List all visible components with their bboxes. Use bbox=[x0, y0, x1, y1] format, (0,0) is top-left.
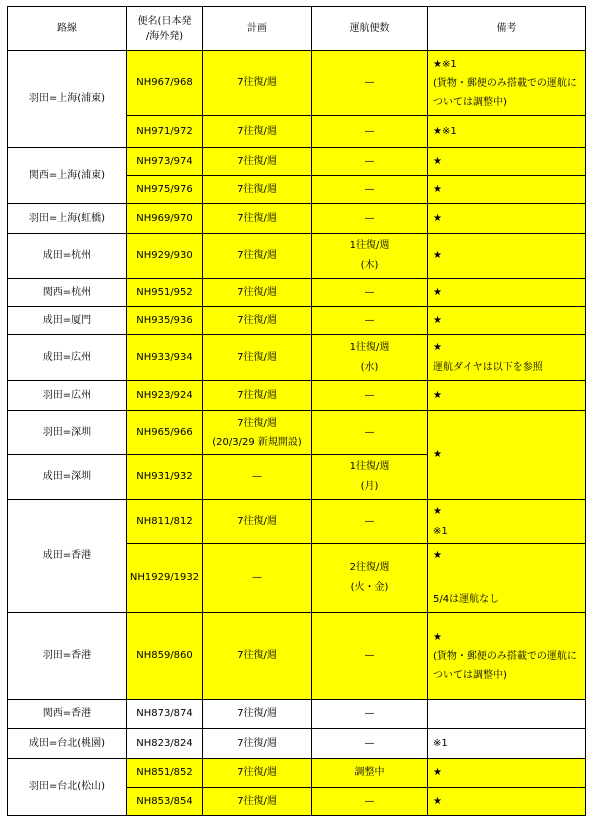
flight-cell: NH929/930 bbox=[127, 234, 203, 279]
remarks-cell: ★ bbox=[428, 411, 586, 500]
route-cell: 関西=香港 bbox=[8, 700, 127, 729]
route-cell: 成田=広州 bbox=[8, 335, 127, 381]
remarks-line: ★ bbox=[433, 341, 442, 353]
operation-cell bbox=[312, 234, 428, 279]
remarks-line: ★※1 bbox=[433, 58, 457, 70]
table-row bbox=[8, 148, 586, 176]
route-cell: 関西=上海(浦東) bbox=[8, 148, 127, 204]
header-flight-line2: /海外発) bbox=[145, 30, 184, 42]
plan-cell: 7往復/週 bbox=[203, 613, 312, 700]
plan-cell: — bbox=[203, 544, 312, 613]
flight-cell: NH823/824 bbox=[127, 729, 203, 759]
remarks-line: ★ bbox=[433, 550, 442, 561]
route-cell: 成田=台北(桃園) bbox=[8, 729, 127, 759]
remarks-cell bbox=[428, 700, 586, 729]
flight-cell: NH969/970 bbox=[127, 204, 203, 234]
remarks-cell: ★ bbox=[428, 759, 586, 788]
remarks-line: ついては調整中) bbox=[433, 96, 507, 108]
remarks-cell: ※1 bbox=[428, 729, 586, 759]
operation-cell: — bbox=[312, 307, 428, 335]
operation-line: (木) bbox=[360, 260, 379, 271]
table-row bbox=[8, 500, 586, 544]
operation-cell: — bbox=[312, 613, 428, 700]
remarks-cell bbox=[428, 544, 586, 613]
plan-cell: 7往復/週 bbox=[203, 148, 312, 176]
operation-cell bbox=[312, 455, 428, 500]
route-cell: 羽田=深圳 bbox=[8, 411, 127, 455]
remarks-line: ついては調整中) bbox=[433, 669, 507, 681]
operation-line: 2往復/週 bbox=[349, 562, 390, 573]
flight-cell: NH1929/1932 bbox=[127, 544, 203, 613]
remarks-cell bbox=[428, 51, 586, 116]
remarks-cell: ★ bbox=[428, 788, 586, 816]
remarks-line: (貨物・郵便のみ搭載での運航に bbox=[433, 77, 577, 89]
remarks-cell: ★※1 bbox=[428, 116, 586, 148]
flight-cell: NH811/812 bbox=[127, 500, 203, 544]
table-row bbox=[8, 700, 586, 729]
operation-cell: — bbox=[312, 381, 428, 411]
remarks-line: ※1 bbox=[433, 525, 448, 537]
route-cell: 羽田=香港 bbox=[8, 613, 127, 700]
remarks-cell: ★ bbox=[428, 176, 586, 204]
route-cell: 関西=杭州 bbox=[8, 279, 127, 307]
table-row bbox=[8, 759, 586, 788]
operation-line: (月) bbox=[360, 481, 379, 492]
header-route: 路線 bbox=[8, 7, 127, 51]
operation-line: (火・金) bbox=[350, 582, 389, 593]
plan-cell: 7往復/週 bbox=[203, 204, 312, 234]
flight-cell: NH873/874 bbox=[127, 700, 203, 729]
operation-cell: — bbox=[312, 204, 428, 234]
table-row bbox=[8, 411, 586, 455]
flight-cell: NH935/936 bbox=[127, 307, 203, 335]
table-row bbox=[8, 381, 586, 411]
flight-cell: NH967/968 bbox=[127, 51, 203, 116]
plan-cell: 7往復/週 bbox=[203, 759, 312, 788]
plan-cell: 7往復/週 bbox=[203, 500, 312, 544]
operation-line: 1往復/週 bbox=[349, 461, 390, 472]
table-row bbox=[8, 335, 586, 381]
plan-cell: 7往復/週 bbox=[203, 176, 312, 204]
route-cell: 成田=香港 bbox=[8, 500, 127, 613]
remarks-cell: ★ bbox=[428, 204, 586, 234]
remarks-line: ★ bbox=[433, 631, 442, 643]
table-row bbox=[8, 204, 586, 234]
remarks-cell: ★ bbox=[428, 307, 586, 335]
operation-cell: — bbox=[312, 176, 428, 204]
route-cell: 羽田=広州 bbox=[8, 381, 127, 411]
remarks-line: ★ bbox=[433, 505, 442, 517]
remarks-line: 運航ダイヤは以下を参照 bbox=[433, 361, 543, 373]
plan-cell: 7往復/週 bbox=[203, 381, 312, 411]
operation-cell: — bbox=[312, 729, 428, 759]
operation-cell: — bbox=[312, 148, 428, 176]
operation-cell bbox=[312, 544, 428, 613]
plan-cell: 7往復/週 bbox=[203, 116, 312, 148]
operation-cell: — bbox=[312, 279, 428, 307]
operation-line: 1往復/週 bbox=[349, 240, 390, 251]
remarks-cell: ★ bbox=[428, 279, 586, 307]
remarks-cell bbox=[428, 335, 586, 381]
plan-cell: 7往復/週 bbox=[203, 788, 312, 816]
flight-cell: NH931/932 bbox=[127, 455, 203, 500]
remarks-cell: ★ bbox=[428, 234, 586, 279]
route-cell: 成田=厦門 bbox=[8, 307, 127, 335]
flight-cell: NH851/852 bbox=[127, 759, 203, 788]
plan-line: (20/3/29 新規開設) bbox=[212, 436, 302, 448]
operation-line: 1往復/週 bbox=[349, 341, 390, 353]
flight-schedule bbox=[7, 6, 586, 816]
plan-cell: 7往復/週 bbox=[203, 307, 312, 335]
header-flight bbox=[127, 7, 203, 51]
flight-cell: NH971/972 bbox=[127, 116, 203, 148]
remarks-cell: ★ bbox=[428, 148, 586, 176]
route-cell: 成田=杭州 bbox=[8, 234, 127, 279]
table-row bbox=[8, 51, 586, 116]
plan-cell: 7往復/週 bbox=[203, 700, 312, 729]
operation-cell: 調整中 bbox=[312, 759, 428, 788]
header-flight-line1: 便名(日本発 bbox=[137, 15, 192, 27]
operation-cell: — bbox=[312, 788, 428, 816]
flight-cell: NH853/854 bbox=[127, 788, 203, 816]
flight-cell: NH973/974 bbox=[127, 148, 203, 176]
flight-cell: NH951/952 bbox=[127, 279, 203, 307]
flight-cell: NH965/966 bbox=[127, 411, 203, 455]
flight-cell: NH933/934 bbox=[127, 335, 203, 381]
remarks-cell bbox=[428, 500, 586, 544]
plan-cell: 7往復/週 bbox=[203, 279, 312, 307]
schedule-table bbox=[7, 6, 586, 816]
operation-cell bbox=[312, 335, 428, 381]
table-row bbox=[8, 279, 586, 307]
plan-cell: — bbox=[203, 455, 312, 500]
table-row bbox=[8, 613, 586, 700]
plan-cell: 7往復/週 bbox=[203, 51, 312, 116]
plan-cell: 7往復/週 bbox=[203, 729, 312, 759]
operation-cell: — bbox=[312, 700, 428, 729]
operation-cell: — bbox=[312, 411, 428, 455]
header-operation: 運航便数 bbox=[312, 7, 428, 51]
flight-cell: NH923/924 bbox=[127, 381, 203, 411]
operation-cell: — bbox=[312, 500, 428, 544]
flight-cell: NH859/860 bbox=[127, 613, 203, 700]
remarks-cell: ★ bbox=[428, 381, 586, 411]
flight-cell: NH975/976 bbox=[127, 176, 203, 204]
plan-cell: 7往復/週 bbox=[203, 234, 312, 279]
remarks-line: 5/4は運航なし bbox=[433, 594, 500, 605]
header-plan: 計画 bbox=[203, 7, 312, 51]
table-row bbox=[8, 729, 586, 759]
plan-cell bbox=[203, 411, 312, 455]
table-row bbox=[8, 307, 586, 335]
header-remarks: 備考 bbox=[428, 7, 586, 51]
operation-cell: — bbox=[312, 116, 428, 148]
remarks-cell bbox=[428, 613, 586, 700]
route-cell: 羽田=上海(虹橋) bbox=[8, 204, 127, 234]
plan-cell: 7往復/週 bbox=[203, 335, 312, 381]
route-cell: 羽田=上海(浦東) bbox=[8, 51, 127, 148]
route-cell: 成田=深圳 bbox=[8, 455, 127, 500]
header-row bbox=[8, 7, 586, 51]
remarks-line: (貨物・郵便のみ搭載での運航に bbox=[433, 650, 577, 662]
operation-cell: — bbox=[312, 51, 428, 116]
route-cell: 羽田=台北(松山) bbox=[8, 759, 127, 816]
operation-line: (水) bbox=[360, 361, 379, 373]
table-row bbox=[8, 234, 586, 279]
plan-line: 7往復/週 bbox=[237, 417, 277, 429]
